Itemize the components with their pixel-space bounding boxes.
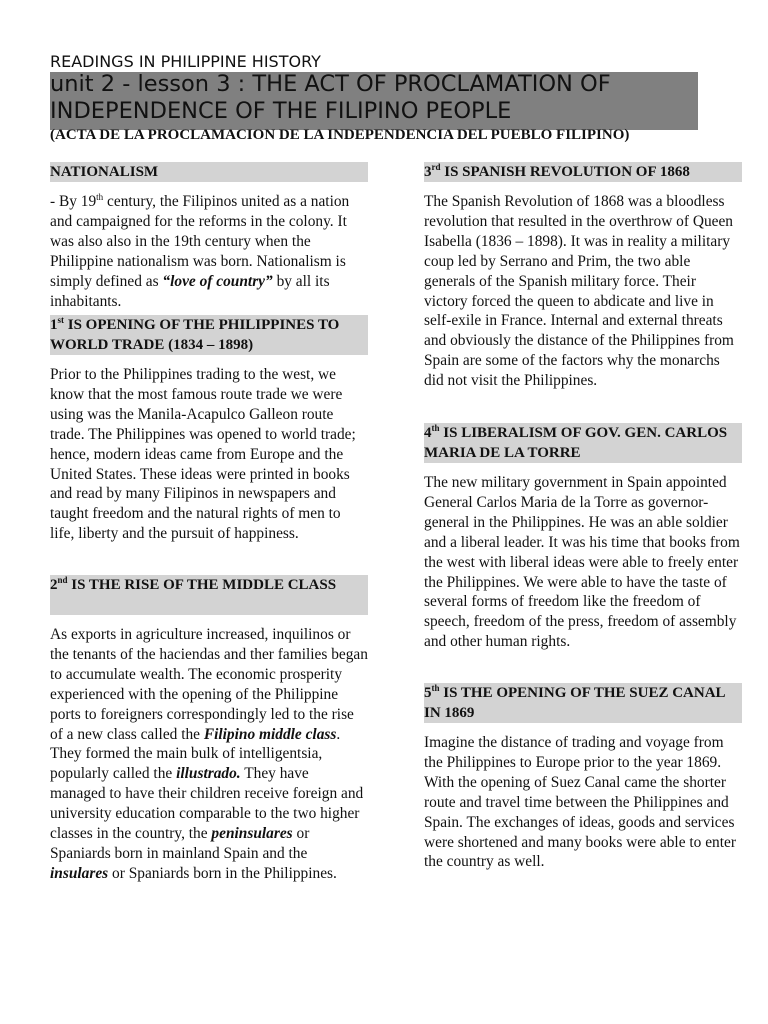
heading-text: IS LIBERALISM OF GOV. GEN. CARLOS MARIA DE LA TORRE: [424, 425, 728, 461]
superscript: th: [431, 683, 440, 693]
section-body-liberalism: The new military government in Spain appointed General Carlos Maria de la Torre as governor-general in the Philippines. He was an able soldier and a liberal leader. It was his time that books from the west with liberal ideas were able to freely enter the Philippines. We were able to have the taste of several forms of freedom like the freedom of speech, freedom of the press, freedom of assembly and other human rights.: [424, 474, 740, 651]
emphasis-text: illustrado.: [176, 765, 241, 783]
heading-number: 1: [50, 317, 58, 333]
course-name: READINGS IN PHILIPPINE HISTORY: [50, 52, 321, 71]
superscript: th: [96, 191, 104, 202]
emphasis-text: Filipino middle class: [203, 725, 337, 743]
section-body-nationalism: [50, 192, 368, 315]
emphasis-text: insulares: [50, 864, 109, 882]
body-text: or Spaniards born in the Philippines.: [108, 864, 337, 882]
heading-text: IS THE OPENING OF THE SUEZ CANAL IN 1869: [424, 685, 725, 721]
section-body-spanish-revolution: The Spanish Revolution of 1868 was a bloodless revolution that resulted in the overthrow of Queen Isabella (1836 – 1898). It was in reality a military coup led by Serrano and Prim, the two able generals of the Spanish military force. Their victory forced the queen to abdicate and live in self-exile in France. Internal and external threats and obviously the distance of the Philippines from Spain are some of the factors why the monarchs did not visit the Philippines.: [424, 193, 734, 390]
section-heading-middle-class: [50, 575, 368, 615]
heading-text: IS SPANISH REVOLUTION OF 1868: [440, 164, 690, 180]
heading-number: 4: [424, 425, 432, 441]
body-text: As exports in agriculture increased, inquilinos or the tenants of the haciendas and ther families began to accumulate wealth. The economic prosperity experienced with the opening of the Philippine ports to foreigners correspondingly led to the rise of a new class called the: [50, 626, 368, 743]
lesson-subtitle: (ACTA DE LA PROCLAMACION DE LA INDEPENDENCIA DEL PUEBLO FILIPINO): [50, 127, 630, 143]
body-text: by all its inhabitants.: [50, 272, 330, 310]
heading-number: 3: [424, 164, 432, 180]
heading-text: IS THE RISE OF THE MIDDLE CLASS: [67, 577, 337, 593]
section-heading-spanish-revolution: [424, 162, 742, 182]
section-heading-world-trade: [50, 315, 368, 355]
section-heading-nationalism: NATIONALISM: [50, 162, 368, 182]
superscript: rd: [431, 162, 441, 172]
right-column: [424, 162, 742, 872]
section-heading-liberalism: [424, 423, 742, 463]
emphasis-text: “love of country”: [162, 272, 273, 290]
body-text: century, the Filipinos united as a nation and campaigned for the reforms in the colony. It was also also in the 19th century when the Philippine nationalism was born. Nationalism is simply defined as: [50, 193, 350, 290]
section-heading-suez-canal: [424, 683, 742, 723]
left-column: [50, 162, 368, 884]
section-body-suez-canal: Imagine the distance of trading and voyage from the Philippines to Europe prior to the year 1869. With the opening of Suez Canal came the shorter route and travel time between the Philippines and Spain. The exchanges of ideas, goods and services were shortened and many books were able to enter the country as well.: [424, 734, 736, 871]
heading-text: IS OPENING OF THE PHILIPPINES TO WORLD TRADE (1834 – 1898): [50, 317, 340, 353]
section-body-middle-class: [50, 625, 368, 884]
heading-number: 5: [424, 685, 432, 701]
superscript: nd: [57, 575, 68, 585]
body-text: . They formed the main bulk of intelligentsia, popularly called the: [50, 725, 341, 783]
document-header: [50, 52, 740, 143]
superscript: st: [57, 315, 64, 325]
section-body-world-trade: Prior to the Philippines trading to the west, we know that the most famous route trade we were using was the Manila-Acapulco Galleon route trade. The Philippines was opened to world trade; hence, modern ideas came from Europe and the United States. These ideas were printed in books and read by many Filipinos in newspapers and taught freedom and the natural rights of men to life, liberty and the pursuit of happiness.: [50, 366, 356, 543]
lesson-title: unit 2 - lesson 3 : THE ACT OF PROCLAMATION OF INDEPENDENCE OF THE FILIPINO PEOPLE: [50, 71, 611, 124]
superscript: th: [431, 423, 440, 433]
body-text: They have managed to have their children receive foreign and university education comparable to the two higher classes in the country, the: [50, 765, 364, 843]
body-text: - By 19: [50, 193, 97, 210]
body-text: or Spaniards born in mainland Spain and the: [50, 825, 310, 862]
heading-number: 2: [50, 577, 58, 593]
emphasis-text: peninsulares: [211, 825, 293, 843]
